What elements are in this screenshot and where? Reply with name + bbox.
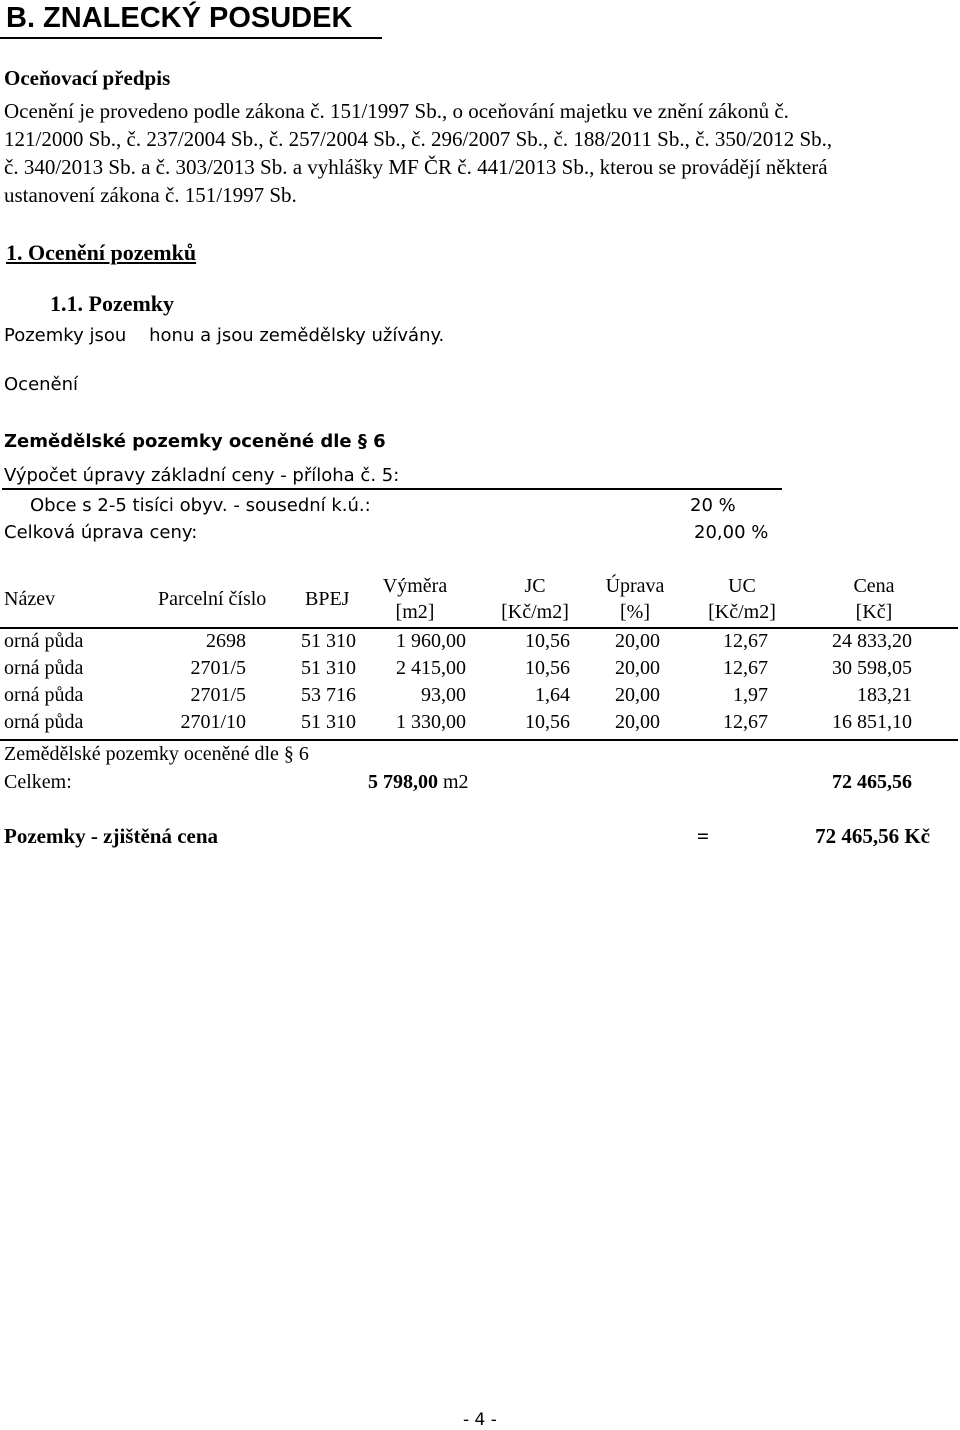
header-uprava bbox=[590, 573, 680, 625]
cell-bpej: 53 716 bbox=[301, 684, 356, 706]
cell-parcel: 2701/10 bbox=[180, 711, 246, 733]
cell-vymera: 1 330,00 bbox=[396, 711, 466, 733]
cell-uc: 12,67 bbox=[723, 657, 768, 679]
cell-parcel: 2701/5 bbox=[190, 657, 246, 679]
valuation-basis-line-3: č. 340/2013 Sb. a č. 303/2013 Sb. a vyhlášky MF ČR č. 441/2013 Sb., kterou se provádějí některá bbox=[4, 155, 828, 179]
header-cena bbox=[824, 573, 924, 625]
header-vymera bbox=[370, 573, 460, 625]
valuation-group-title: Zemědělské pozemky oceněné dle § 6 bbox=[4, 431, 386, 452]
table-total-area-value: 5 798,00 bbox=[368, 771, 438, 793]
adjustment-divider bbox=[2, 488, 782, 490]
valuation-basis-line-2: 121/2000 Sb., č. 237/2004 Sb., č. 257/2004 Sb., č. 296/2007 Sb., č. 188/2011 Sb., č. 350/2012 Sb., bbox=[4, 127, 833, 151]
adjustment-item-label: Obce s 2-5 tisíci obyv. - sousední k.ú.: bbox=[30, 495, 371, 516]
valuation-label: Ocenění bbox=[4, 374, 79, 395]
cell-bpej: 51 310 bbox=[301, 630, 356, 652]
cell-parcel: 2698 bbox=[206, 630, 246, 652]
subsection-title: 1.1. Pozemky bbox=[50, 291, 175, 316]
header-uprava-unit: [%] bbox=[620, 601, 650, 623]
cell-nazev: orná půda bbox=[4, 684, 84, 706]
cell-uprava: 20,00 bbox=[615, 711, 660, 733]
heading-underline bbox=[0, 37, 382, 39]
cell-uc: 12,67 bbox=[723, 630, 768, 652]
header-cena-unit: [Kč] bbox=[855, 601, 893, 623]
table-total-area-unit: m2 bbox=[443, 771, 469, 793]
page-number: - 4 - bbox=[463, 1410, 497, 1430]
cell-cena: 24 833,20 bbox=[832, 630, 912, 652]
cell-jc: 10,56 bbox=[525, 711, 570, 733]
cell-bpej: 51 310 bbox=[301, 657, 356, 679]
valuation-basis-line-4: ustanovení zákona č. 151/1997 Sb. bbox=[4, 183, 297, 207]
cell-cena: 183,21 bbox=[857, 684, 912, 706]
result-equals: = bbox=[697, 824, 709, 848]
subsection-description: Pozemky jsou honu a jsou zemědělsky užívány. bbox=[4, 325, 445, 346]
result-value: 72 465,56 Kč bbox=[815, 824, 930, 848]
cell-nazev: orná půda bbox=[4, 630, 84, 652]
cell-uprava: 20,00 bbox=[615, 630, 660, 652]
header-nazev: Název bbox=[4, 588, 56, 610]
header-uc-label: UC bbox=[728, 575, 756, 597]
table-footer-rule bbox=[0, 739, 958, 741]
header-vymera-label: Výměra bbox=[382, 575, 448, 597]
cell-cena: 30 598,05 bbox=[832, 657, 912, 679]
cell-uc: 12,67 bbox=[723, 711, 768, 733]
cell-cena: 16 851,10 bbox=[832, 711, 912, 733]
adjustment-item-value: 20 % bbox=[690, 495, 736, 516]
header-jc-label: JC bbox=[524, 575, 546, 597]
cell-vymera: 93,00 bbox=[421, 684, 466, 706]
table-total-label: Celkem: bbox=[4, 771, 72, 793]
header-uprava-label: Úprava bbox=[605, 575, 665, 597]
total-adjustment-label: Celková úprava ceny: bbox=[4, 522, 198, 543]
header-jc bbox=[490, 573, 580, 625]
adjustment-title: Výpočet úpravy základní ceny - příloha č. 5: bbox=[4, 465, 400, 486]
header-uc-unit: [Kč/m2] bbox=[708, 601, 776, 623]
cell-jc: 10,56 bbox=[525, 630, 570, 652]
result-label: Pozemky - zjištěná cena bbox=[4, 824, 219, 848]
cell-uprava: 20,00 bbox=[615, 657, 660, 679]
header-bpej: BPEJ bbox=[305, 588, 350, 610]
table-header-rule bbox=[0, 627, 958, 629]
header-jc-unit: [Kč/m2] bbox=[501, 601, 569, 623]
table-total-area bbox=[368, 771, 469, 794]
cell-vymera: 1 960,00 bbox=[396, 630, 466, 652]
cell-uc: 1,97 bbox=[733, 684, 768, 706]
header-uc bbox=[692, 573, 792, 625]
header-parcel: Parcelní číslo bbox=[158, 588, 267, 610]
table-summary-label: Zemědělské pozemky oceněné dle § 6 bbox=[4, 743, 309, 765]
header-vymera-unit: [m2] bbox=[395, 601, 435, 623]
cell-bpej: 51 310 bbox=[301, 711, 356, 733]
total-adjustment-value: 20,00 % bbox=[694, 522, 769, 543]
valuation-basis-title: Oceňovací předpis bbox=[4, 66, 171, 90]
table-total-price: 72 465,56 bbox=[832, 771, 912, 793]
cell-uprava: 20,00 bbox=[615, 684, 660, 706]
section-title: 1. Ocenění pozemků bbox=[6, 240, 197, 265]
header-cena-label: Cena bbox=[853, 575, 895, 597]
cell-jc: 10,56 bbox=[525, 657, 570, 679]
cell-nazev: orná půda bbox=[4, 657, 84, 679]
cell-jc: 1,64 bbox=[535, 684, 570, 706]
valuation-basis-line-1: Ocenění je provedeno podle zákona č. 151/1997 Sb., o oceňování majetku ve znění zákonů č. bbox=[4, 99, 789, 123]
document-heading: B. ZNALECKÝ POSUDEK bbox=[6, 2, 353, 34]
cell-nazev: orná půda bbox=[4, 711, 84, 733]
cell-vymera: 2 415,00 bbox=[396, 657, 466, 679]
cell-parcel: 2701/5 bbox=[190, 684, 246, 706]
